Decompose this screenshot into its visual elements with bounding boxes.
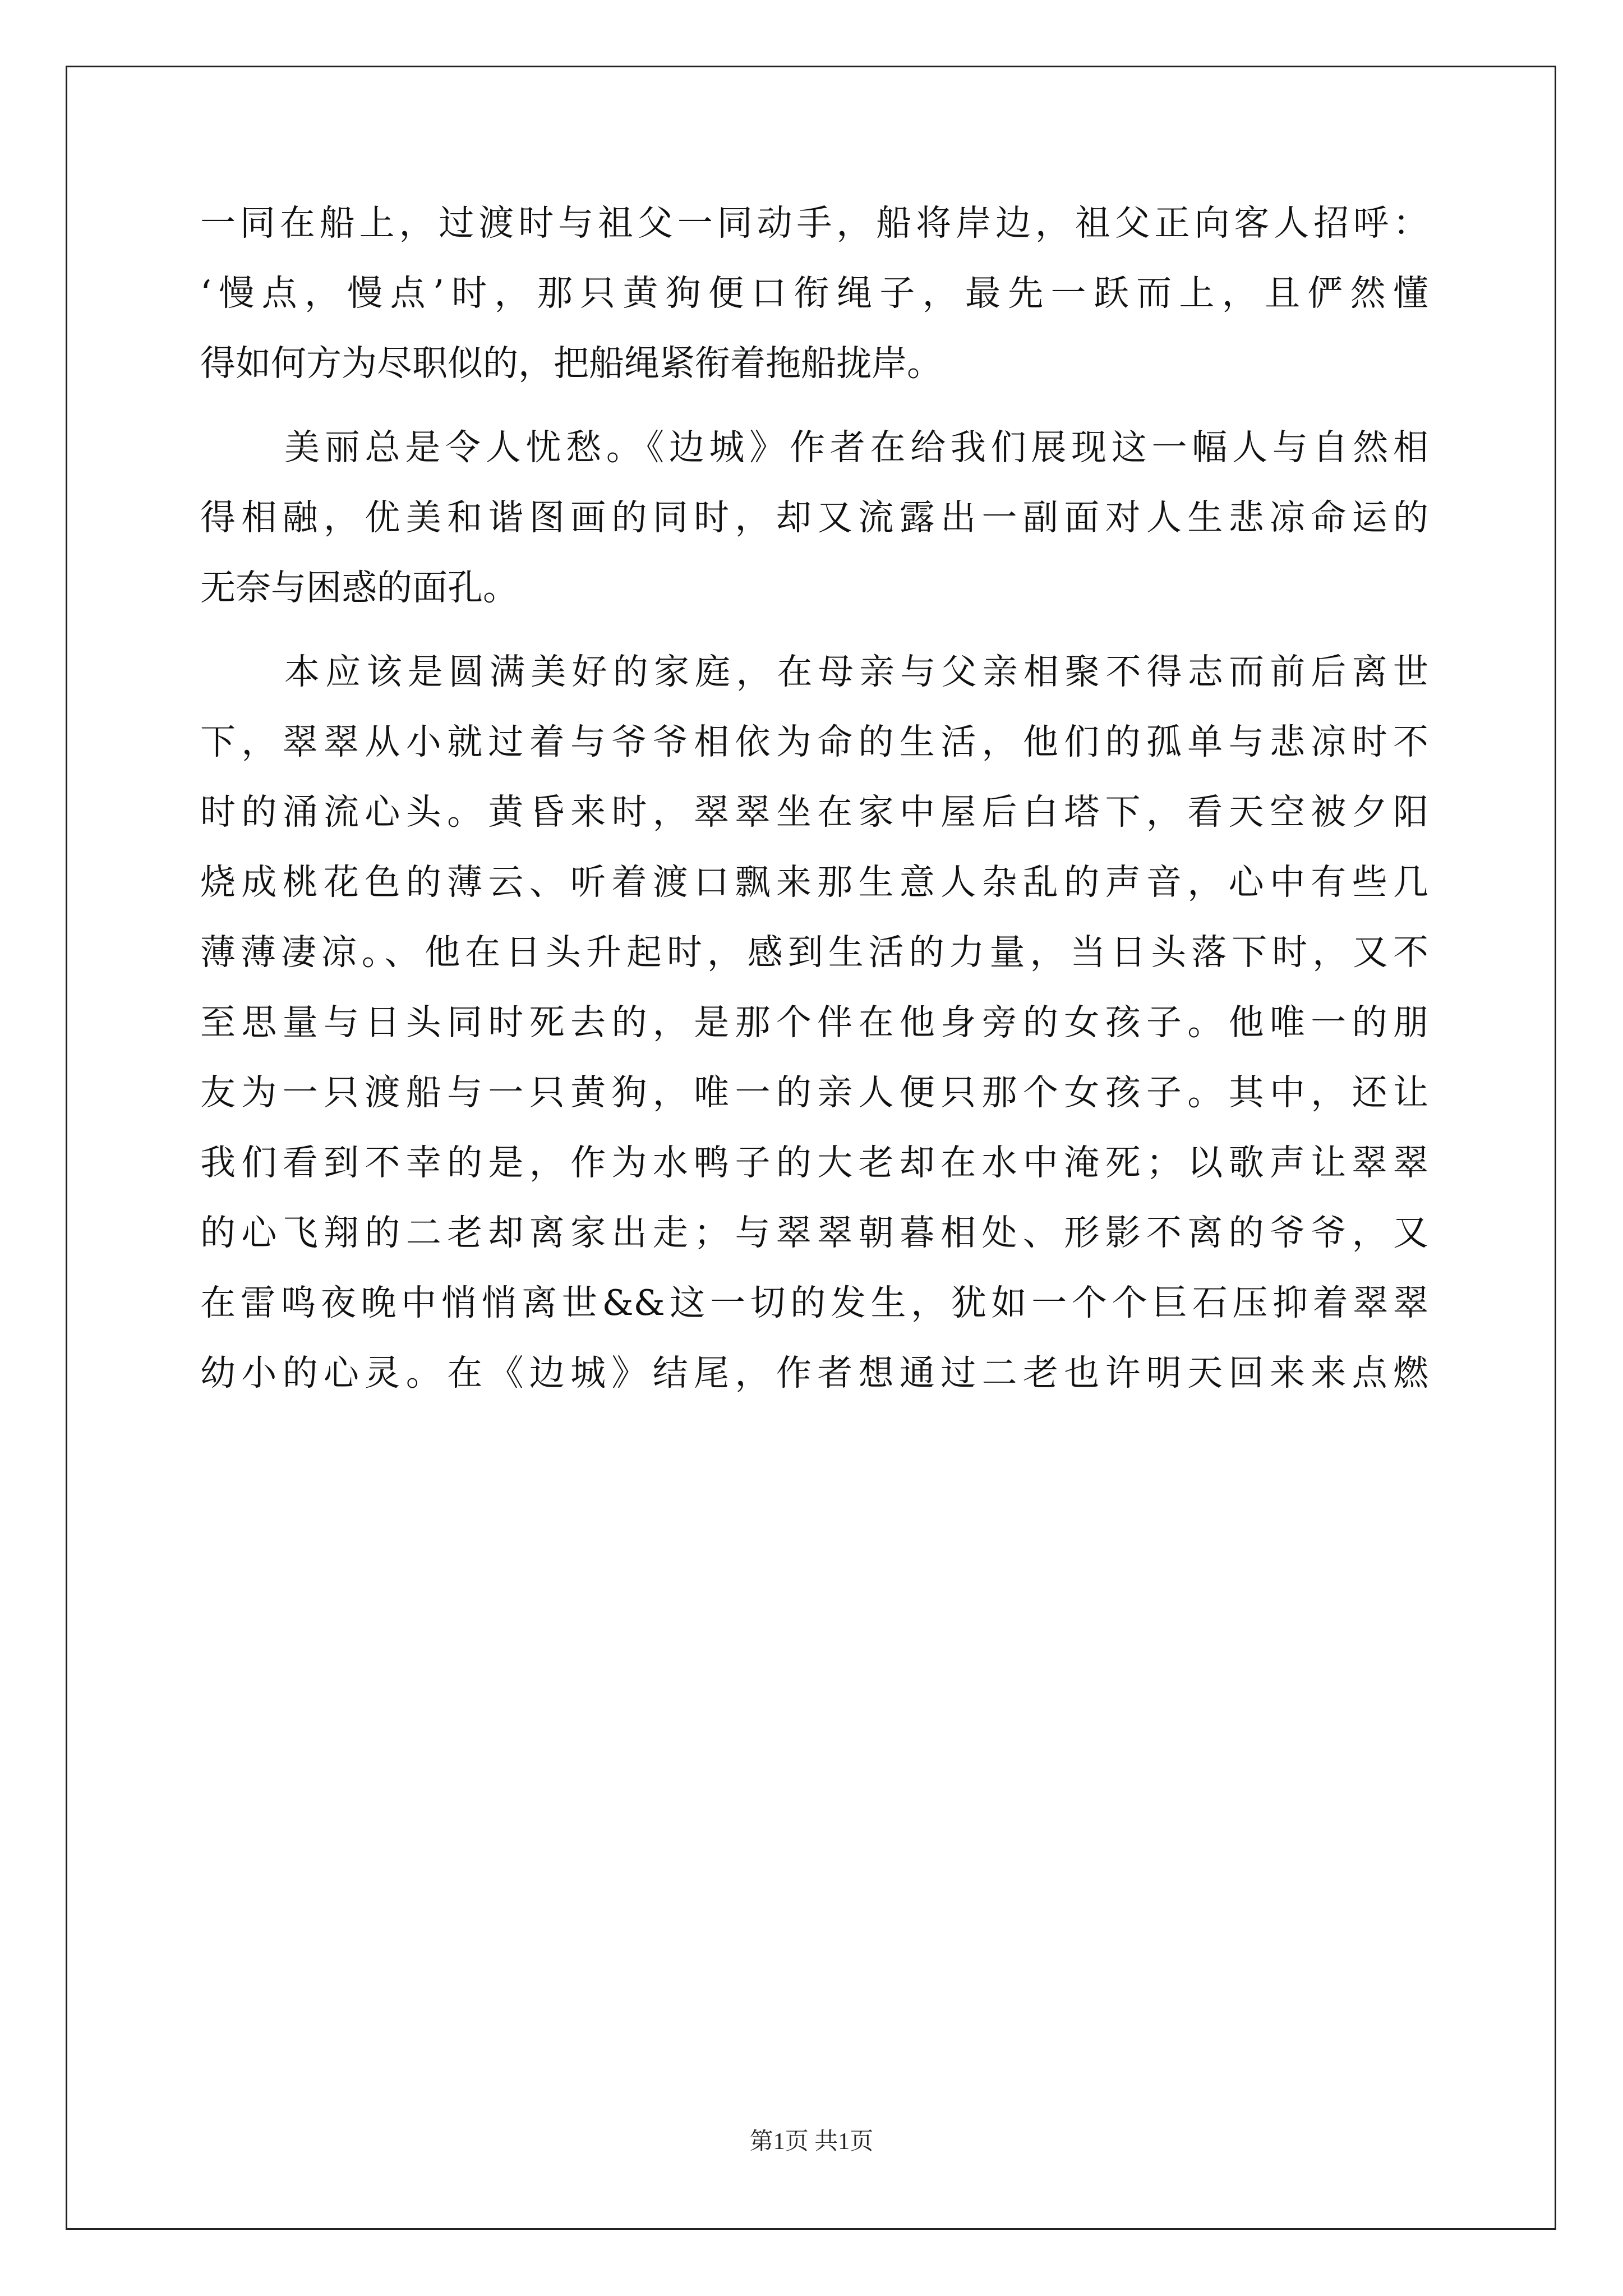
text-line: ‘慢点，慢点’时，那只黄狗便口衔绳子，最先一跃而上，且俨然懂 — [200, 273, 1428, 314]
text-line: 下，翠翠从小就过着与爷爷相依为命的生活，他们的孤单与悲凉时不 — [200, 721, 1428, 762]
text-line: 本应该是圆满美好的家庭，在母亲与父亲相聚不得志而前后离世 — [284, 651, 1428, 692]
text-line: 无奈与困惑的面孔。 — [200, 567, 518, 608]
text-line: 的心飞翔的二老却离家出走；与翠翠朝暮相处、形影不离的爷爷，又 — [200, 1212, 1428, 1253]
document-body — [200, 188, 1428, 1408]
text-line: 我们看到不幸的是，作为水鸭子的大老却在水中淹死；以歌声让翠翠 — [200, 1142, 1428, 1183]
text-line: 一同在船上，过渡时与祖父一同动手，船将岸边，祖父正向客人招呼： — [200, 203, 1428, 243]
text-line: 得如何方为尽职似的，把船绳紧衔着拖船拢岸。 — [200, 343, 942, 384]
text-line: 薄薄凄凉。、他在日头升起时，感到生活的力量，当日头落下时，又不 — [200, 932, 1428, 973]
text-line: 美丽总是令人忧愁。《边城》作者在给我们展现这一幅人与自然相 — [284, 427, 1428, 468]
text-line: 时的涌流心头。黄昏来时，翠翠坐在家中屋后白塔下，看天空被夕阳 — [200, 792, 1428, 832]
text-line: 得相融，优美和谐图画的同时，却又流露出一副面对人生悲凉命运的 — [200, 497, 1428, 538]
text-line: 烧成桃花色的薄云、听着渡口飘来那生意人杂乱的声音，心中有些几 — [200, 862, 1428, 903]
text-line: 至思量与日头同时死去的，是那个伴在他身旁的女孩子。他唯一的朋 — [200, 1002, 1428, 1043]
text-line: 幼小的心灵。在《边城》结尾，作者想通过二老也许明天回来来点燃 — [200, 1352, 1428, 1393]
text-line: 在雷鸣夜晚中悄悄离世&&这一切的发生，犹如一个个巨石压抑着翠翠 — [200, 1282, 1428, 1323]
text-line: 友为一只渡船与一只黄狗，唯一的亲人便只那个女孩子。其中，还让 — [200, 1072, 1428, 1113]
page-number-footer: 第1页 共1页 — [749, 2129, 874, 2155]
